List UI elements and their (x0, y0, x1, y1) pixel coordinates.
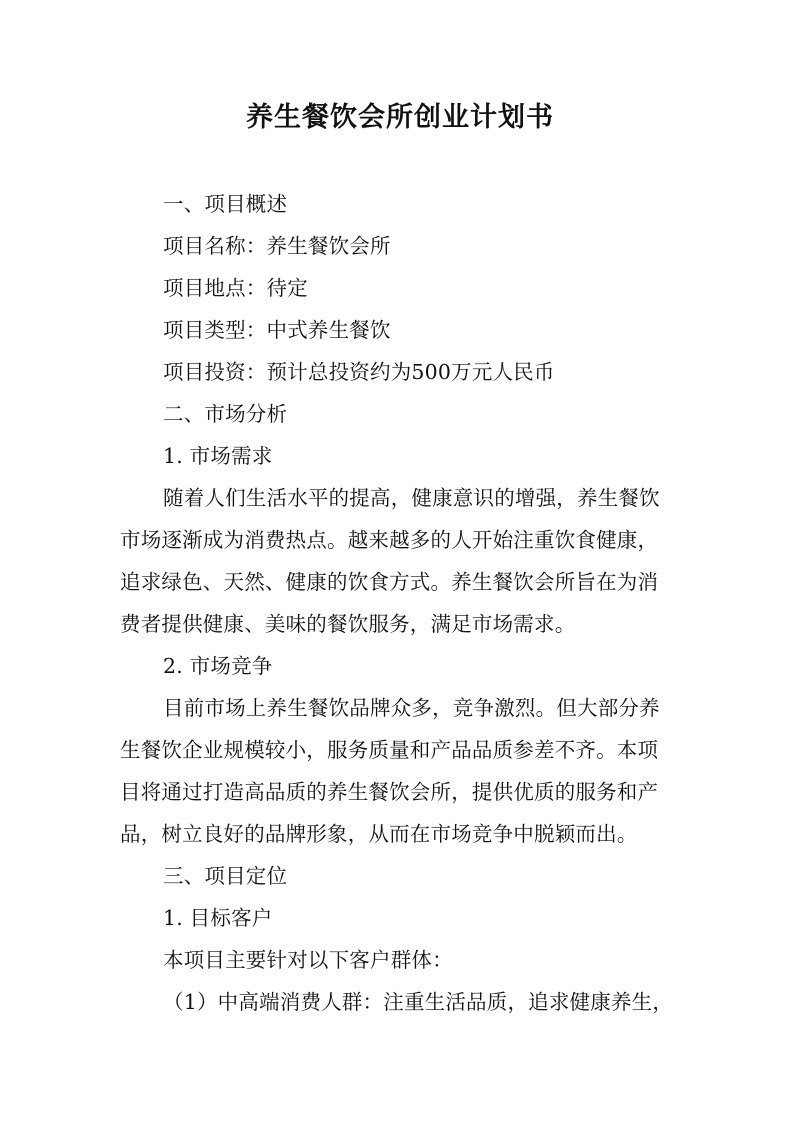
paragraph-line: 市场逐渐成为消费热点。越来越多的人开始注重饮食健康， (120, 528, 659, 552)
subsection-target-customers: 1. 目标客户 (163, 906, 273, 930)
document-body (120, 183, 683, 1023)
paragraph-line: 费者提供健康、美味的餐饮服务，满足市场需求。 (120, 612, 576, 636)
paragraph-market-competition (120, 687, 683, 855)
project-name-line: 项目名称：养生餐饮会所 (163, 234, 391, 258)
project-type-line: 项目类型：中式养生餐饮 (163, 318, 391, 342)
document-title: 养生餐饮会所创业计划书 (246, 102, 554, 133)
section-heading-positioning: 三、项目定位 (163, 864, 288, 888)
project-investment-line: 项目投资：预计总投资约为500万元人民币 (163, 360, 555, 384)
paragraph-line: 生餐饮企业规模较小，服务质量和产品品质参差不齐。本项 (120, 738, 659, 762)
paragraph-line: 随着人们生活水平的提高，健康意识的增强，养生餐饮 (163, 486, 660, 510)
customer-group-item: （1）中高端消费人群：注重生活品质，追求健康养生， (163, 990, 674, 1014)
subsection-market-demand: 1. 市场需求 (163, 444, 273, 468)
target-customers-intro: 本项目主要针对以下客户群体： (163, 948, 453, 972)
section-heading-market-analysis: 二、市场分析 (163, 402, 288, 426)
paragraph-line: 追求绿色、天然、健康的饮食方式。养生餐饮会所旨在为消 (120, 570, 659, 594)
paragraph-market-demand (120, 477, 683, 645)
paragraph-line: 目将通过打造高品质的养生餐饮会所，提供优质的服务和产 (120, 780, 659, 804)
paragraph-line: 目前市场上养生餐饮品牌众多，竞争激烈。但大部分养 (163, 696, 660, 720)
project-location-line: 项目地点：待定 (163, 276, 308, 300)
subsection-market-competition: 2. 市场竞争 (163, 654, 273, 678)
section-heading-overview: 一、项目概述 (163, 192, 288, 216)
paragraph-line: 品，树立良好的品牌形象，从而在市场竞争中脱颖而出。 (120, 822, 638, 846)
